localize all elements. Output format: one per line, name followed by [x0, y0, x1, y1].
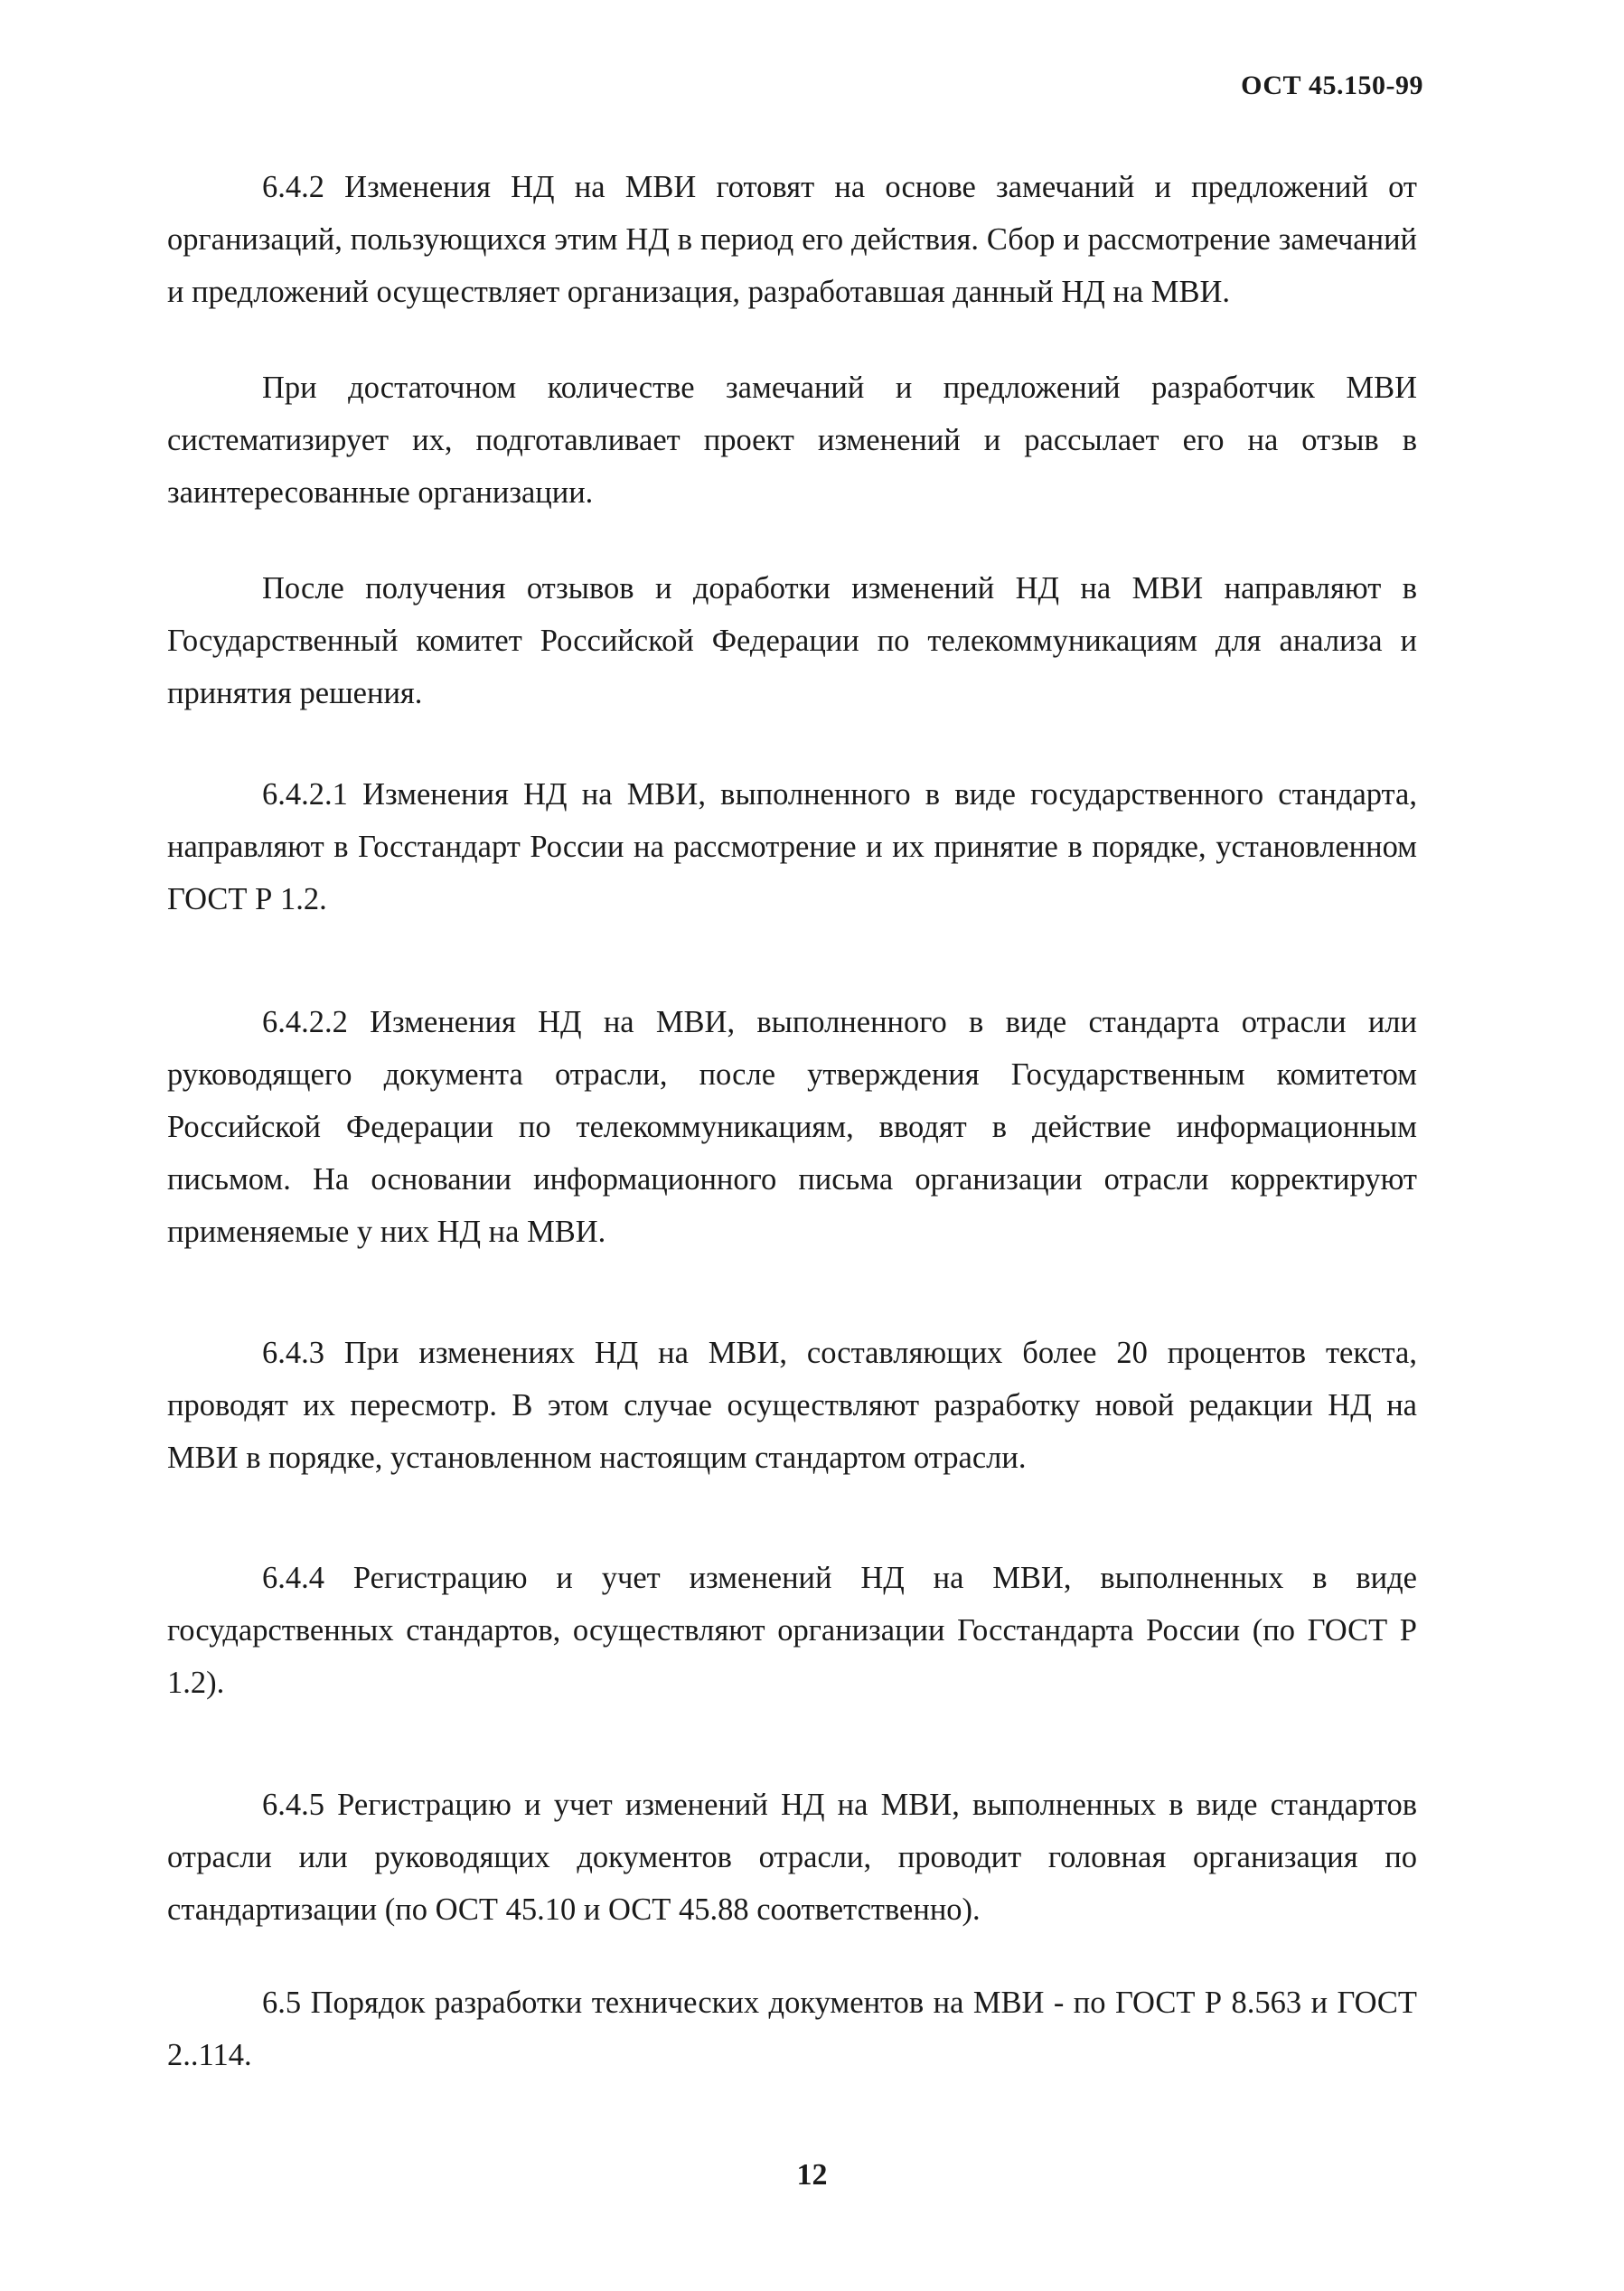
- page-number: 12: [796, 2158, 828, 2192]
- paragraph-6-4-4: 6.4.4 Регистрацию и учет изменений НД на МВИ, выполненных в виде государственных стандартов, осуществляют организации Госстандарта России (по ГОСТ Р 1.2).: [167, 1561, 1417, 1700]
- document-code-header: ОСТ 45.150-99: [1241, 70, 1423, 100]
- paragraph-6-5: 6.5 Порядок разработки технических документов на МВИ - по ГОСТ Р 8.563 и ГОСТ 2..114.: [167, 1986, 1417, 2072]
- paragraph-after-reviews: После получения отзывов и доработки изменений НД на МВИ направляют в Государственный комитет Российской Федерации по телекоммуникациям для анализа и принятия решения.: [167, 571, 1417, 710]
- paragraph-developer-systematizes: При достаточном количестве замечаний и предложений разработчик МВИ систематизирует их, подготавливает проект изменений и рассылает его на отзыв в заинтересованные организации.: [167, 371, 1417, 510]
- paragraph-6-4-2: 6.4.2 Изменения НД на МВИ готовят на основе замечаний и предложений от организаций, пользующихся этим НД в период его действия. Сбор и рассмотрение замечаний и предложений осуществляет организация, разработавшая данный НД на МВИ.: [167, 170, 1417, 309]
- paragraph-6-4-5: 6.4.5 Регистрацию и учет изменений НД на МВИ, выполненных в виде стандартов отрасли или руководящих документов отрасли, проводит головная организация по стандартизации (по ОСТ 45.10 и ОСТ 45.88 соответственно).: [167, 1788, 1417, 1927]
- paragraph-6-4-2-1: 6.4.2.1 Изменения НД на МВИ, выполненного в виде государственного стандарта, направляют в Госстандарт России на рассмотрение и их принятие в порядке, установленном ГОСТ Р 1.2.: [167, 777, 1417, 916]
- paragraph-6-4-3: 6.4.3 При изменениях НД на МВИ, составляющих более 20 процентов текста, проводят их пересмотр. В этом случае осуществляют разработку новой редакции НД на МВИ в порядке, установленном настоящим стандартом отрасли.: [167, 1336, 1417, 1475]
- paragraph-6-4-2-2: 6.4.2.2 Изменения НД на МВИ, выполненного в виде стандарта отрасли или руководящего документа отрасли, после утверждения Государственным комитетом Российской Федерации по телекоммуникациям, вводят в действие информационным письмом. На основании информационного письма организации отрасли корректируют применяемые у них НД на МВИ.: [167, 1005, 1417, 1249]
